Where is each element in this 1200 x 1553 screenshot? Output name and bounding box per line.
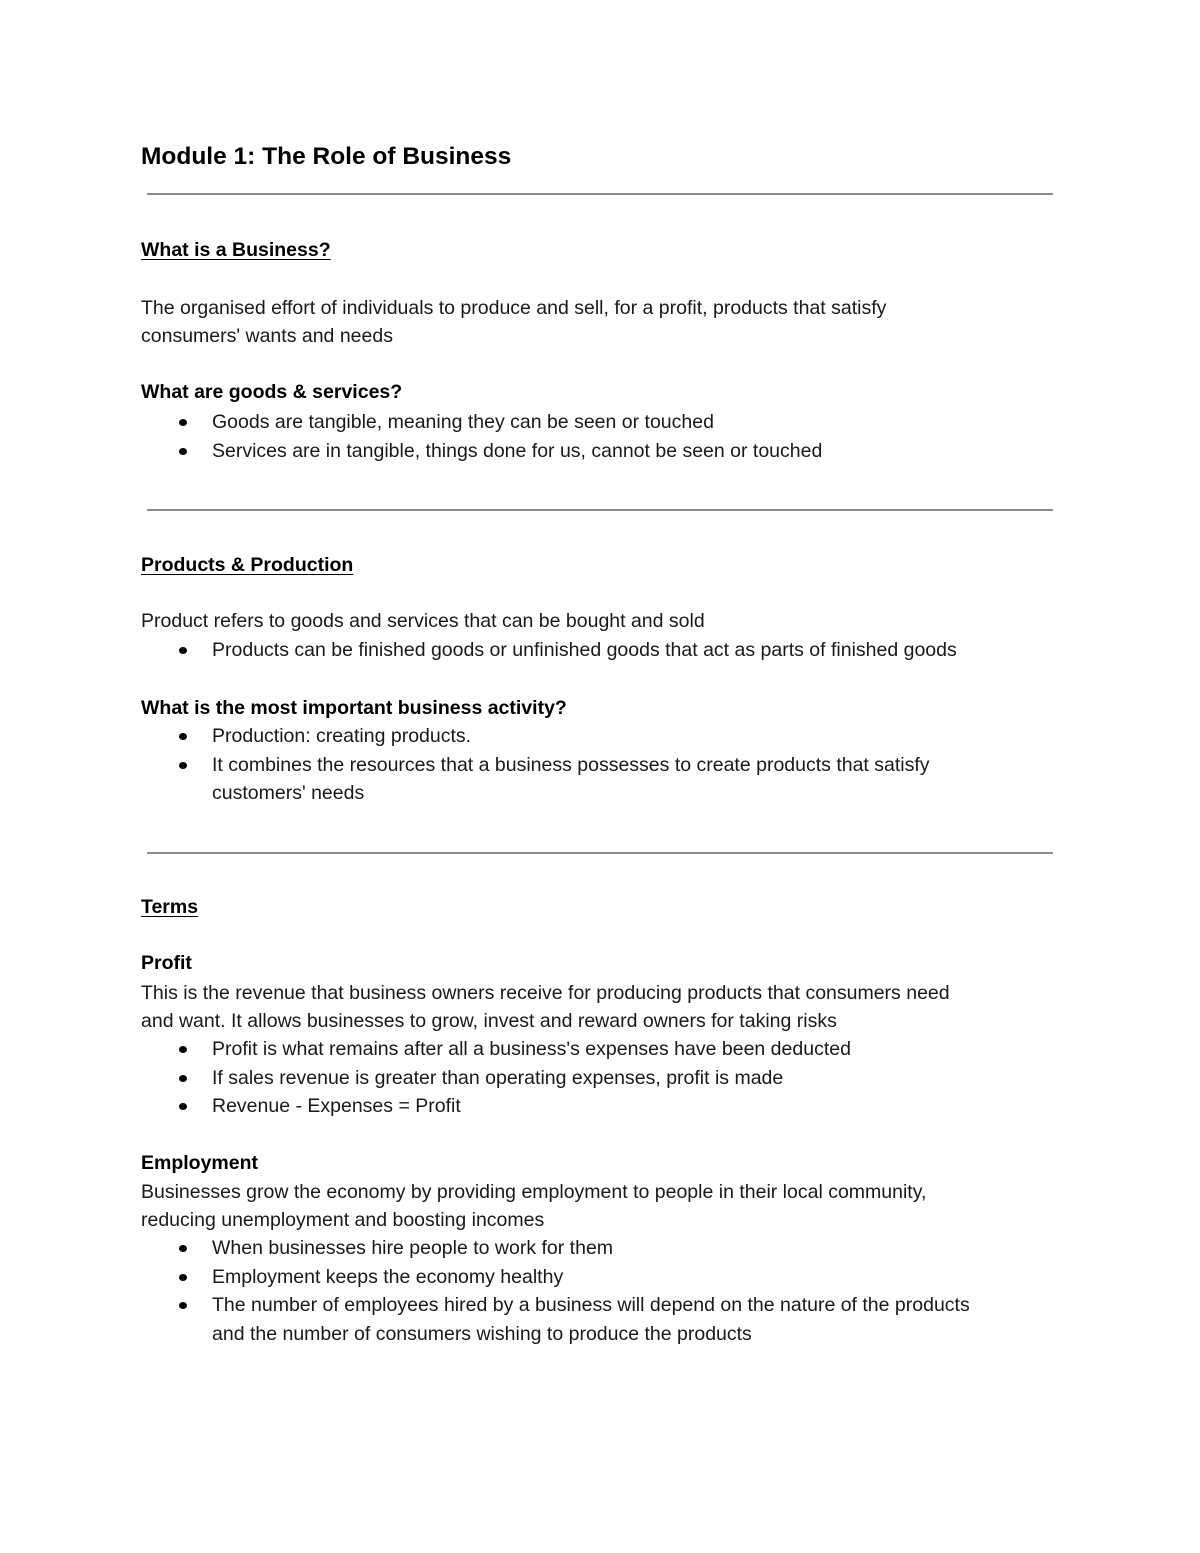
profit-list [141,1035,851,1121]
product-definition: Product refers to goods and services that can be bought and sold [141,610,705,632]
list-item-text: Employment keeps the economy healthy [212,1265,564,1288]
list-item [141,1291,970,1348]
list-item [141,1035,851,1064]
goods-services-list [141,408,822,465]
employment-description-line: reducing unemployment and boosting incomes [141,1209,545,1231]
bullet-icon [179,1302,187,1309]
horizontal-divider [147,509,1053,511]
list-item-text: Revenue - Expenses = Profit [212,1095,461,1117]
bullet-icon [179,1245,187,1252]
section-heading-terms: Terms [141,896,199,918]
list-item-text: Production: creating products. [212,725,472,747]
list-item-text: The number of employees hired by a business will depend on the nature of the products [212,1294,970,1316]
bullet-icon [179,1046,187,1053]
term-heading-employment: Employment [141,1152,259,1174]
business-definition-line: The organised effort of individuals to produce and sell, for a profit, products that satisfy [141,297,887,319]
bullet-icon [179,647,187,654]
list-item-text-continued: and the number of consumers wishing to produce the products [212,1322,752,1345]
employment-list [141,1234,970,1348]
subheading-goods-services: What are goods & services? [141,381,403,403]
business-definition-line: consumers' wants and needs [141,325,393,347]
employment-description-line: Businesses grow the economy by providing employment to people in their local community, [141,1181,927,1203]
profit-description-line: and want. It allows businesses to grow, invest and reward owners for taking risks [141,1010,837,1032]
list-item [141,1263,970,1292]
bullet-icon [179,1274,187,1281]
list-item-text: Goods are tangible, meaning they can be seen or touched [212,411,714,433]
profit-description-line: This is the revenue that business owners receive for producing products that consumers need [141,982,950,1004]
horizontal-divider [147,193,1053,195]
bullet-icon [179,762,187,769]
list-item [141,437,822,466]
bullet-icon [179,733,187,740]
list-item-text: Services are in tangible, things done for us, cannot be seen or touched [212,439,823,462]
horizontal-divider [147,852,1053,854]
list-item-text: When businesses hire people to work for them [212,1237,614,1259]
list-item [141,1234,970,1263]
list-item [141,722,930,751]
products-list [141,636,957,665]
subheading-important-activity: What is the most important business activity? [141,697,567,719]
list-item-text-continued: customers' needs [212,782,365,804]
term-heading-profit: Profit [141,952,192,974]
list-item-text: Profit is what remains after all a business's expenses have been deducted [212,1038,851,1060]
section-heading-business: What is a Business? [141,239,331,261]
bullet-icon [179,1075,187,1082]
activity-list [141,722,930,808]
list-item-text: It combines the resources that a business possesses to create products that satisfy [212,753,930,776]
section-heading-products: Products & Production [141,554,354,576]
list-item-text: Products can be finished goods or unfinished goods that act as parts of finished goods [212,639,957,661]
list-item [141,636,957,665]
bullet-icon [179,1103,187,1110]
list-item-text: If sales revenue is greater than operating expenses, profit is made [212,1066,784,1089]
list-item [141,1064,851,1093]
list-item [141,1092,851,1121]
list-item [141,751,930,808]
bullet-icon [179,448,187,455]
list-item [141,408,822,437]
bullet-icon [179,419,187,426]
page-title: Module 1: The Role of Business [141,143,512,170]
